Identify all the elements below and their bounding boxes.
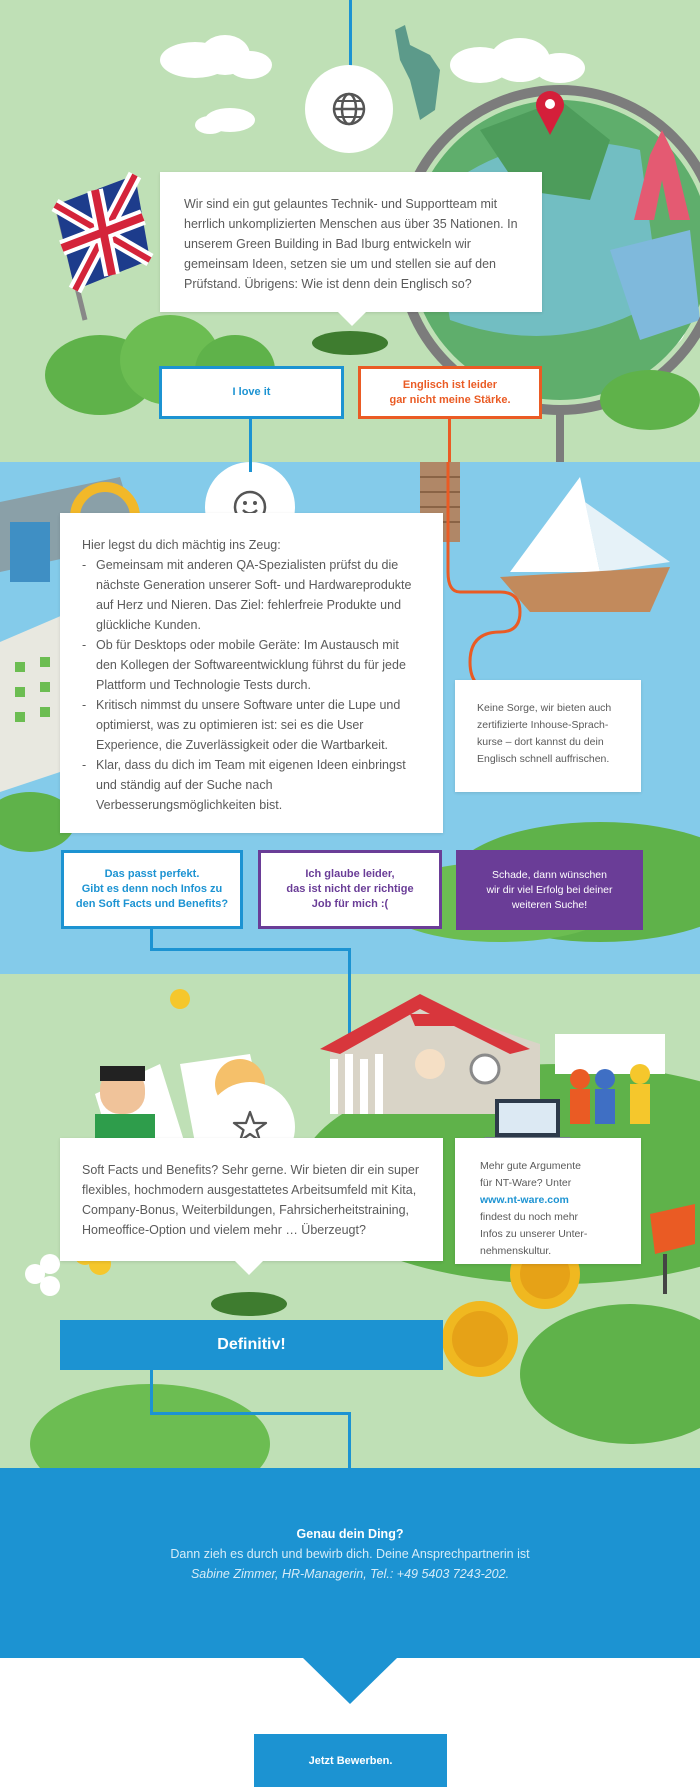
path-line xyxy=(150,948,351,951)
option-label: Englisch ist leider xyxy=(402,378,498,391)
website-note xyxy=(455,1138,641,1264)
option-label: Ich glaube leider, xyxy=(305,868,395,880)
path-line xyxy=(348,948,351,974)
option-label: I love it xyxy=(232,386,271,398)
path-line xyxy=(150,1370,153,1415)
note-text: findest du noch mehr xyxy=(480,1211,579,1223)
contact-text: Dann zieh es durch und bewirb dich. Deine Ansprechpartnerin ist xyxy=(170,1547,530,1561)
farewell-text: wir dir viel Erfolg bei deiner xyxy=(486,883,613,896)
tasks-intro: Hier legst du dich mächtig ins Zeug: xyxy=(82,538,281,552)
globe-icon xyxy=(305,65,393,153)
benefits-text: Soft Facts und Benefits? Sehr gerne. Wir bieten dir ein super flexibles, hochmodern ausgestattetes Arbeitsumfeld mit Kita, Company-Bonus, Weiterbildungen, Fahrsicherheitstraining, Homeoffice-Option und vielem mehr … Überzeugt? xyxy=(82,1163,419,1237)
language-course-note xyxy=(455,680,641,792)
option-label: gar nicht meine Stärke. xyxy=(389,393,511,406)
list-item: - Klar, dass du dich im Team mit eigenen Ideen einbringst und ständig auf der Suche nach Verbesserungsmöglichkeiten bist. xyxy=(82,755,421,815)
option-label: Das passt perfekt. xyxy=(104,868,200,880)
bubble-tail xyxy=(338,312,366,326)
intro-bubble xyxy=(160,172,542,312)
option-more-info[interactable] xyxy=(61,850,243,929)
list-item: - Kritisch nimmst du unsere Software unter die Lupe und optimierst, was zu optimieren ist: sei es die User Experience, die Zuverlässigkeit oder die Wartbarkeit. xyxy=(82,695,421,755)
path-line xyxy=(448,419,451,462)
path-line xyxy=(348,1412,351,1468)
arrow-down-icon xyxy=(303,1658,397,1704)
tasks-list xyxy=(82,555,421,815)
apply-button[interactable] xyxy=(254,1734,447,1787)
note-text: Keine Sorge, wir bieten auch zertifizierte Inhouse-Sprachkurse – dort kannst du dein Englisch schnell auffrischen. xyxy=(477,702,612,765)
note-text: Mehr gute Argumente xyxy=(480,1160,581,1172)
benefits-bubble xyxy=(60,1138,443,1261)
option-label: Gibt es denn noch Infos zu xyxy=(81,883,223,895)
definitiv-button[interactable] xyxy=(60,1320,443,1370)
button-label: Jetzt Bewerben. xyxy=(308,1754,393,1767)
option-english-weak[interactable] xyxy=(358,366,542,419)
contact-section xyxy=(0,1468,700,1658)
option-love-english[interactable] xyxy=(159,366,344,419)
path-line xyxy=(249,419,252,462)
path-line xyxy=(249,462,252,472)
option-label: den Soft Facts und Benefits? xyxy=(75,898,229,910)
tasks-bubble xyxy=(60,513,443,833)
note-text: Infos zu unserer Unter- xyxy=(480,1228,588,1240)
farewell-text: Schade, dann wünschen xyxy=(491,868,607,881)
button-label: Definitiv! xyxy=(217,1336,286,1353)
note-text: nehmenskultur. xyxy=(480,1245,552,1257)
section-tasks xyxy=(0,462,700,974)
farewell-box xyxy=(456,850,643,930)
farewell-text: weiteren Suche! xyxy=(511,898,588,911)
path-line xyxy=(150,1412,351,1415)
apply-section xyxy=(0,1658,700,1787)
option-label: Job für mich :( xyxy=(311,898,389,910)
option-label: das ist nicht der richtige xyxy=(286,883,414,895)
bubble-tail xyxy=(235,1261,263,1275)
contact-heading: Genau dein Ding? xyxy=(296,1527,404,1541)
list-item: - Gemeinsam mit anderen QA-Spezialisten prüfst du die nächste Generation unserer Soft- und Hardwareprodukte auf Herz und Nieren. Das Ziel: fehlerfreie Produkte und glückliche Kunden. xyxy=(82,555,421,635)
intro-text: Wir sind ein gut gelauntes Technik- und Supportteam mit herrlich unkomplizierten Menschen aus über 35 Nationen. In unserem Green Building in Bad Iburg entwickeln wir gemeinsam Ideen, setzen sie um und stellen sie auf den Prüfstand. Übrigens: Wie ist denn dein Englisch so? xyxy=(184,197,518,291)
section-benefits xyxy=(0,974,700,1468)
list-item: - Ob für Desktops oder mobile Geräte: Im Austausch mit den Kollegen der Softwareentwicklung führst du für jede Plattform und Technologie Tests durch. xyxy=(82,635,421,695)
note-text: für NT-Ware? Unter xyxy=(480,1177,572,1189)
website-link[interactable]: www.nt-ware.com xyxy=(480,1194,569,1206)
section-language xyxy=(0,0,700,462)
option-not-right-job[interactable] xyxy=(258,850,442,929)
contact-person: Sabine Zimmer, HR-Managerin, Tel.: +49 5403 7243-202. xyxy=(190,1567,510,1581)
